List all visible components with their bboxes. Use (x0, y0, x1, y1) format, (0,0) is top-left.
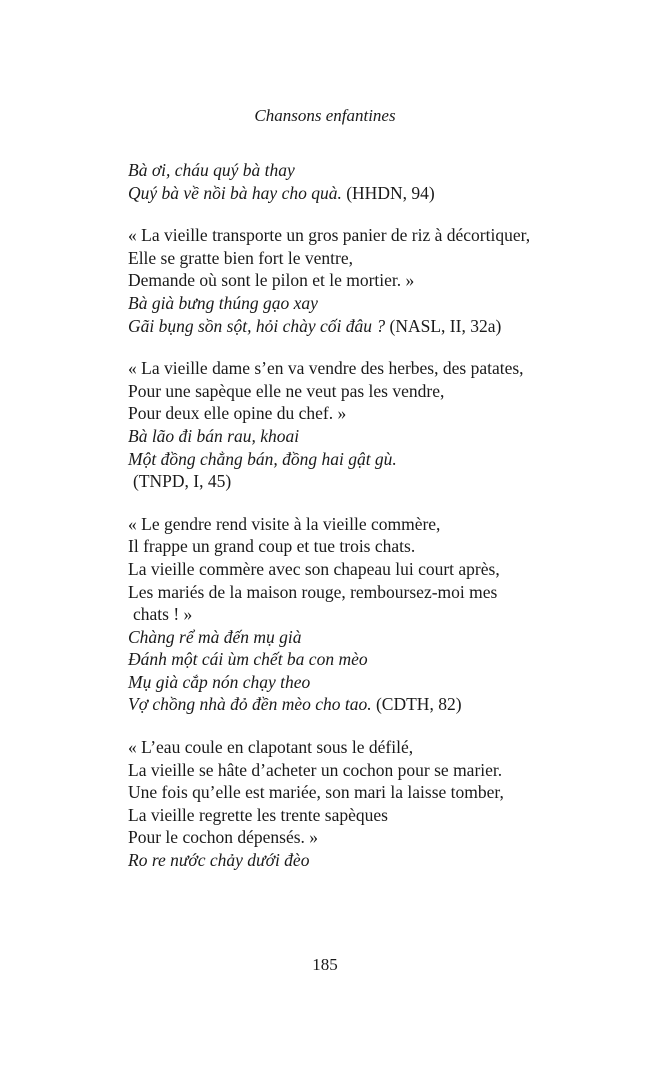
line-text: Gãi bụng sồn sột, hỏi chày cối đâu ? (128, 315, 386, 336)
french-translation-line (128, 826, 608, 849)
stanza (128, 224, 608, 337)
vietnamese-verse-line (128, 693, 608, 716)
line-text: La vieille regrette les trente sapèques (128, 804, 388, 825)
french-translation-line (128, 558, 608, 581)
line-text: Đánh một cái ùm chết ba con mèo (128, 649, 368, 670)
line-text: chats ! » (133, 604, 193, 625)
french-translation-line (128, 247, 608, 270)
line-text: Chàng rể mà đến mụ già (128, 626, 302, 647)
french-translation-line (128, 402, 608, 425)
line-text: Pour deux elle opine du chef. » (128, 403, 347, 424)
french-translation-line (128, 357, 608, 380)
french-translation-line (128, 804, 608, 827)
vietnamese-verse-line (128, 425, 608, 448)
french-translation-line (128, 603, 608, 626)
line-text: « La vieille transporte un gros panier de riz à décortiquer, (128, 225, 531, 246)
french-translation-line (128, 759, 608, 782)
line-text: Bà già bưng thúng gạo xay (128, 292, 318, 313)
french-translation-line (128, 470, 608, 493)
source-reference: (NASL, II, 32a) (385, 315, 502, 336)
french-translation-line (128, 380, 608, 403)
line-text: Elle se gratte bien fort le ventre, (128, 247, 353, 268)
french-translation-line (128, 535, 608, 558)
french-translation-line (128, 513, 608, 536)
vietnamese-verse-line (128, 626, 608, 649)
french-translation-line (128, 269, 608, 292)
line-text: Les mariés de la maison rouge, remboursez-moi mes (128, 581, 498, 602)
line-text: « L’eau coule en clapotant sous le défilé, (128, 737, 414, 758)
vietnamese-verse-line (128, 315, 608, 338)
vietnamese-verse-line (128, 182, 608, 205)
source-reference: (CDTH, 82) (371, 694, 462, 715)
french-translation-line (128, 224, 608, 247)
line-text: (TNPD, I, 45) (133, 471, 232, 492)
line-text: Ro re nước chảy dưới đèo (128, 850, 310, 871)
vietnamese-verse-line (128, 292, 608, 315)
vietnamese-verse-line (128, 671, 608, 694)
running-head: Chansons enfantines (254, 106, 396, 125)
line-text: Demande où sont le pilon et le mortier. » (128, 270, 415, 291)
line-text: Il frappe un grand coup et tue trois chats. (128, 536, 416, 557)
stanza (128, 736, 608, 872)
line-text: Bà ơi, cháu quý bà thay (128, 160, 295, 180)
source-reference: (HHDN, 94) (341, 182, 435, 203)
line-text: « Le gendre rend visite à la vieille commère, (128, 513, 441, 534)
french-translation-line (128, 736, 608, 759)
line-text: Một đồng chẳng bán, đồng hai gật gù. (128, 448, 397, 469)
stanza (128, 513, 608, 716)
line-text: La vieille se hâte d’acheter un cochon pour se marier. (128, 759, 503, 780)
line-text: Mụ già cắp nón chạy theo (128, 671, 311, 692)
line-text: Quý bà về nồi bà hay cho quà. (128, 182, 342, 203)
line-text: Pour une sapèque elle ne veut pas les vendre, (128, 380, 445, 401)
line-text: Vợ chồng nhà đỏ đền mèo cho tao. (128, 694, 372, 715)
vietnamese-verse-line (128, 448, 608, 471)
stanza (128, 357, 608, 493)
vietnamese-verse-line (128, 648, 608, 671)
line-text: Bà lão đi bán rau, khoai (128, 425, 300, 446)
vietnamese-verse-line (128, 849, 608, 872)
page-number: 185 (312, 955, 338, 974)
line-text: « La vieille dame s’en va vendre des herbes, des patates, (128, 358, 524, 379)
line-text: Une fois qu’elle est mariée, son mari la laisse tomber, (128, 782, 504, 803)
line-text: Pour le cochon dépensés. » (128, 827, 319, 848)
french-translation-line (128, 781, 608, 804)
vietnamese-verse-line (128, 159, 608, 182)
line-text: La vieille commère avec son chapeau lui court après, (128, 558, 500, 579)
french-translation-line (128, 581, 608, 604)
page-body (128, 159, 608, 892)
stanza (128, 159, 608, 204)
